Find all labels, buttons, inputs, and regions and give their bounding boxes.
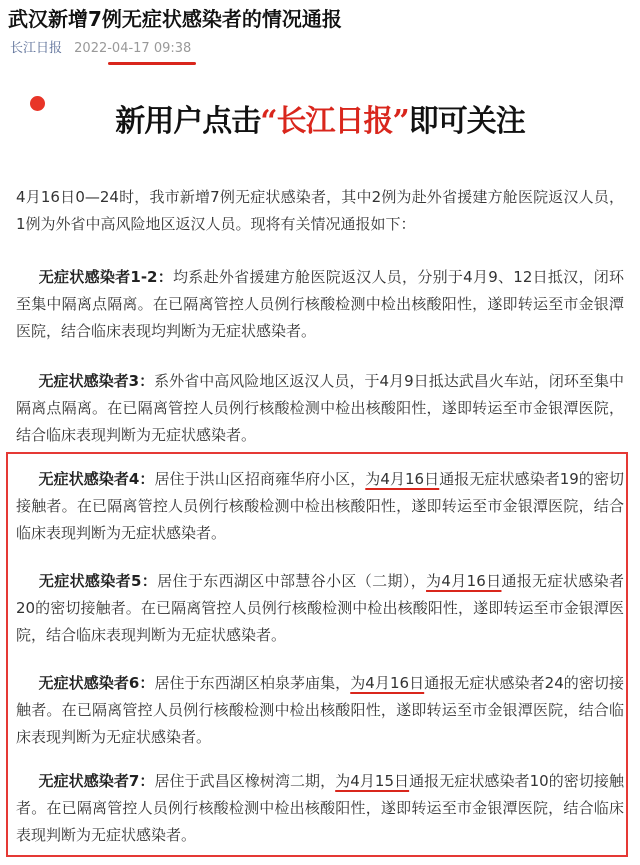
banner-text-after: 即可关注 [408,104,525,139]
case-label: 无症状感染者7： [38,772,155,790]
case-text-post: 通报无症状感染者19的密切接触者。在已隔离管控人员例行核酸检测中检出核酸阳性，遂即转运至市金银潭医院，结合临床表现判断为无症状感染者。 [16,470,624,542]
case-text-pre: 居住于武昌区橡树湾二期， [154,772,336,790]
case-text: 系外省中高风险地区返汉人员，于4月9日抵达武昌火车站，闭环至集中隔离点隔离。在已隔离管控人员例行核酸检测中检出核酸阳性，遂即转运至市金银潭医院，结合临床表现判断为无症状感染者。 [16,372,624,444]
case-label: 无症状感染者3： [38,372,155,390]
case-text-pre: 居住于洪山区招商雍华府小区， [154,470,366,488]
case-paragraph-2 [16,368,624,449]
red-dot-icon [30,96,45,111]
case-text-pre: 居住于东西湖区中部慧谷小区（二期）， [157,572,427,590]
date-underline-mark [108,62,196,65]
case-label: 无症状感染者1-2： [38,268,174,286]
case-paragraph-7 [16,768,624,849]
article-title: 武汉新增7例无症状感染者的情况通报 [8,7,342,31]
banner-text-before: 新用户点击 [115,104,261,139]
case-paragraph-5 [16,568,624,649]
case-text-pre: 居住于东西湖区柏泉茅庙集， [154,674,351,692]
intro-paragraph: 4月16日0—24时，我市新增7例无症状感染者，其中2例为赴外省援建方舱医院返汉人员，1例为外省中高风险地区返汉人员。现将有关情况通报如下： [16,188,624,233]
date-highlight: 为4月16日 [365,470,440,488]
follow-banner[interactable] [60,102,580,142]
date-highlight: 为4月16日 [350,674,425,692]
date-highlight: 为4月15日 [335,772,410,790]
case-label: 无症状感染者5： [38,572,158,590]
case-paragraph-6 [16,670,624,751]
case-text-post: 通报无症状感染者20的密切接触者。在已隔离管控人员例行核酸检测中检出核酸阳性，遂即转运至市金银潭医院，结合临床表现判断为无症状感染者。 [16,572,624,644]
date-highlight: 为4月16日 [426,572,502,590]
case-label: 无症状感染者4： [38,470,155,488]
case-label: 无症状感染者6： [38,674,155,692]
article-meta [10,40,191,58]
case-text-post: 通报无症状感染者24的密切接触者。在已隔离管控人员例行核酸检测中检出核酸阳性，遂即转运至市金银潭医院，结合临床表现判断为无症状感染者。 [16,674,624,746]
source-link[interactable]: 长江日报 [10,41,63,56]
case-paragraph-4 [16,466,624,547]
banner-highlight: “长江日报” [260,104,409,139]
case-paragraph-1 [16,264,624,345]
case-text-post: 通报无症状感染者10的密切接触者。在已隔离管控人员例行核酸检测中检出核酸阳性，遂即转运至市金银潭医院，结合临床表现判断为无症状感染者。 [16,772,624,844]
case-text: 均系赴外省援建方舱医院返汉人员，分别于4月9、12日抵汉，闭环至集中隔离点隔离。在已隔离管控人员例行核酸检测中检出核酸阳性，遂即转运至市金银潭医院，结合临床表现均判断为无症状感染者。 [16,268,624,340]
publish-date: 2022-04-17 09:38 [74,41,192,56]
